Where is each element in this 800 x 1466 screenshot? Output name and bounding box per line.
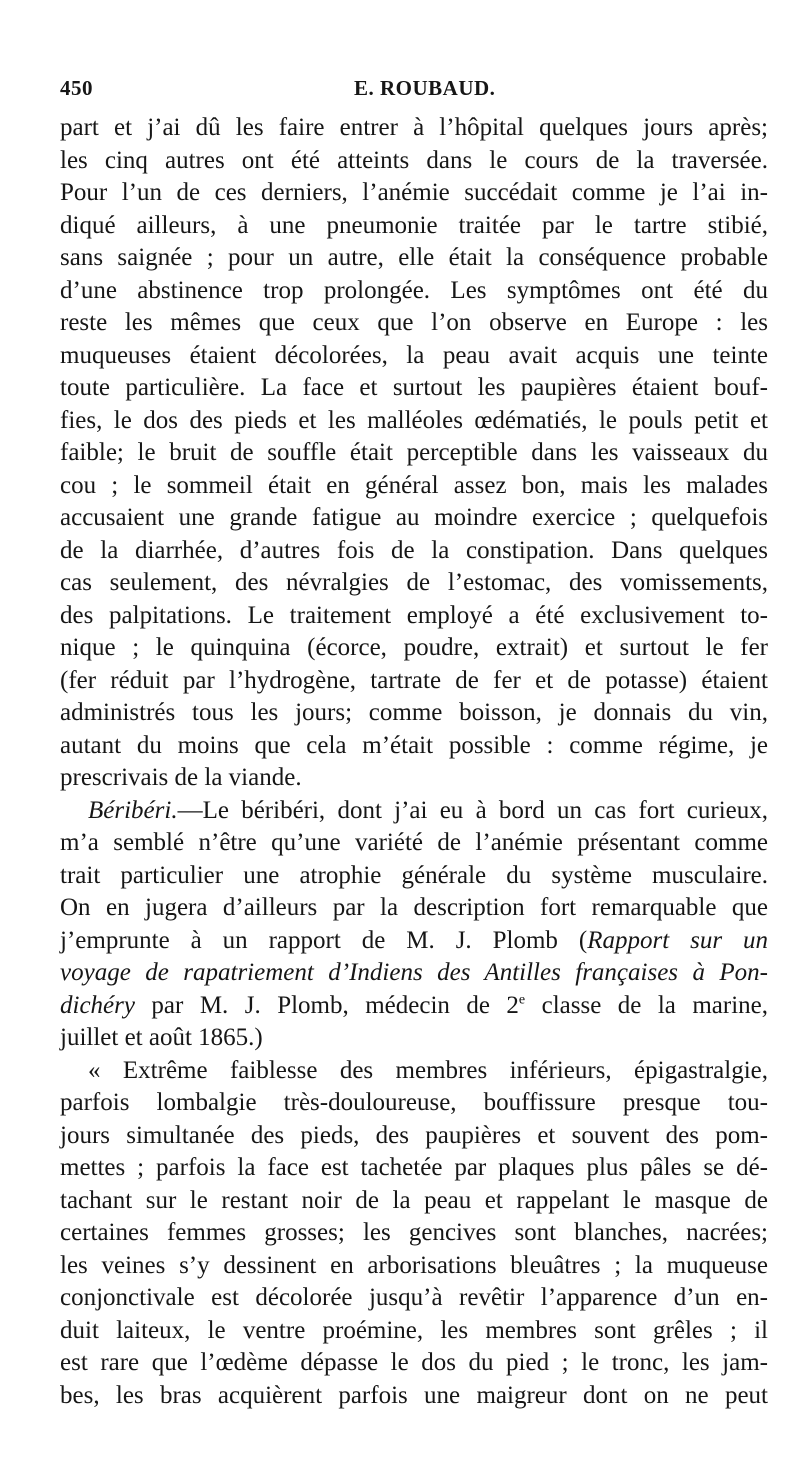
- page-number: 450: [60, 76, 93, 100]
- text-line: [60, 762, 768, 795]
- text-line: [60, 275, 768, 308]
- text-line: [60, 340, 768, 373]
- line-text: (fer réduit par l’hydrogène, tartrate de fer et de potasse) étaient: [60, 666, 768, 694]
- text-line: [60, 307, 768, 340]
- line-text: faible; le bruit de souffle était perceptible dans les vaisseaux du: [60, 439, 768, 466]
- italic-text: Béribéri.: [88, 796, 178, 824]
- line-text: trait particulier une atrophie générale du système musculaire.: [60, 861, 768, 889]
- line-text: est rare que l’œdème dépasse le dos du pied ; le tronc, les jam-: [60, 1349, 768, 1376]
- line-text: bes, les bras acquièrent parfois une maigreur dont on ne peut: [60, 1381, 768, 1409]
- text-line: [60, 470, 768, 503]
- text-line: [60, 372, 768, 405]
- text-line: [60, 665, 768, 698]
- line-text: fies, le dos des pieds et les malléoles œdématiés, le pouls petit et: [60, 406, 768, 434]
- text-line: [60, 632, 768, 665]
- text-line: [60, 112, 768, 145]
- text-line: [60, 1282, 768, 1315]
- text-line: [60, 177, 768, 210]
- line-text: les veines s’y dessinent en arborisations bleuâtres ; la muqueuse: [60, 1251, 768, 1279]
- text-line: [60, 502, 768, 535]
- line-text: diqué ailleurs, à une pneumonie traitée par le tartre stibié,: [60, 211, 768, 239]
- text-line: [60, 535, 768, 568]
- text-line: [60, 437, 768, 470]
- line-text: autant du moins que cela m’était possible : comme régime, je: [60, 731, 768, 759]
- italic-text: dichéry: [60, 991, 135, 1019]
- line-text: cas seulement, des névralgies de l’estomac, des vomissements,: [60, 569, 768, 596]
- line-text: tachant sur le restant noir de la peau et rappelant le masque de: [60, 1186, 768, 1214]
- page-header: [60, 72, 768, 112]
- line-text: accusaient une grande fatigue au moindre exercice ; quelquefois: [60, 504, 768, 531]
- line-text: cou ; le sommeil était en général assez bon, mais les malades: [60, 471, 768, 499]
- text-line: [60, 697, 768, 730]
- text-line: [60, 1055, 768, 1088]
- text-line: [60, 1022, 768, 1055]
- line-text: reste les mêmes que ceux que l’on observe en Europe : les: [60, 309, 768, 336]
- text-line: [60, 795, 768, 828]
- superscript: e: [518, 992, 526, 1008]
- text-line: [60, 925, 768, 958]
- line-text: parfois lombalgie très-douloureuse, bouffissure presque tou-: [60, 1089, 768, 1116]
- line-text: —Le béribéri, dont j’ai eu à bord un cas fort curieux,: [177, 796, 768, 824]
- line-text: j’emprunte à un rapport de M. J. Plomb (: [60, 926, 588, 954]
- text-line: [60, 827, 768, 860]
- text-line: [60, 1250, 768, 1283]
- text-line: [60, 990, 768, 1023]
- line-text: On en jugera d’ailleurs par la description fort remarquable que: [60, 894, 768, 921]
- text-line: [60, 405, 768, 438]
- text-line: [60, 1380, 768, 1413]
- line-text: conjonctivale est décolorée jusqu’à revêtir l’apparence d’un en-: [60, 1284, 768, 1311]
- line-text: muqueuses étaient décolorées, la peau avait acquis une teinte: [60, 341, 768, 369]
- line-text: m’a semblé n’être qu’une variété de l’anémie présentant comme: [60, 829, 768, 856]
- line-text: prescrivais de la viande.: [60, 764, 302, 791]
- text-line: [60, 210, 768, 243]
- line-text: de la diarrhée, d’autres fois de la constipation. Dans quelques: [60, 536, 768, 564]
- line-text: les cinq autres ont été atteints dans le cours de la traversée.: [60, 146, 768, 174]
- line-text: administrés tous les jours; comme boisson, je donnais du vin,: [60, 699, 768, 726]
- line-text: juillet et août 1865.): [60, 1024, 263, 1051]
- text-line: [60, 1315, 768, 1348]
- line-text: par M. J. Plomb, médecin de 2: [134, 991, 519, 1019]
- line-text: sans saignée ; pour un autre, elle était la conséquence probable: [60, 244, 768, 271]
- text-line: [60, 145, 768, 178]
- text-line: [60, 600, 768, 633]
- text-line: [60, 1217, 768, 1250]
- running-head-author: E. ROUBAUD.: [354, 76, 496, 100]
- text-line: [60, 1347, 768, 1380]
- text-line: [60, 1087, 768, 1120]
- line-text: duit laiteux, le ventre proémine, les membres sont grêles ; il: [60, 1316, 768, 1344]
- line-text: des palpitations. Le traitement employé a été exclusivement to-: [60, 601, 768, 629]
- line-text: nique ; le quinquina (écorce, poudre, extrait) et surtout le fer: [60, 634, 768, 661]
- text-line: [60, 730, 768, 763]
- book-page: [60, 72, 768, 1412]
- line-text: « Extrême faiblesse des membres inférieurs, épigastralgie,: [88, 1056, 768, 1084]
- body-text: [60, 112, 768, 1412]
- line-text: Pour l’un de ces derniers, l’anémie succédait comme je l’ai in-: [60, 179, 768, 206]
- text-line: [60, 892, 768, 925]
- text-line: [60, 957, 768, 990]
- text-line: [60, 1152, 768, 1185]
- italic-text: voyage de rapatriement d’Indiens des Antilles françaises à Pon-: [60, 959, 768, 986]
- line-text: certaines femmes grosses; les gencives sont blanches, nacrées;: [60, 1219, 768, 1246]
- text-line: [60, 1120, 768, 1153]
- line-text: jours simultanée des pieds, des paupières et souvent des pom-: [60, 1121, 768, 1149]
- text-line: [60, 860, 768, 893]
- text-line: [60, 1185, 768, 1218]
- line-text: mettes ; parfois la face est tachetée par plaques plus pâles se dé-: [60, 1154, 768, 1181]
- line-text: part et j’ai dû les faire entrer à l’hôpital quelques jours après;: [60, 114, 768, 141]
- line-text: classe de la marine,: [525, 991, 768, 1019]
- line-text: d’une abstinence trop prolongée. Les symptômes ont été du: [60, 276, 768, 304]
- text-line: [60, 242, 768, 275]
- italic-text: Rapport sur un: [587, 926, 768, 954]
- text-line: [60, 567, 768, 600]
- line-text: toute particulière. La face et surtout les paupières étaient bouf-: [60, 374, 768, 401]
